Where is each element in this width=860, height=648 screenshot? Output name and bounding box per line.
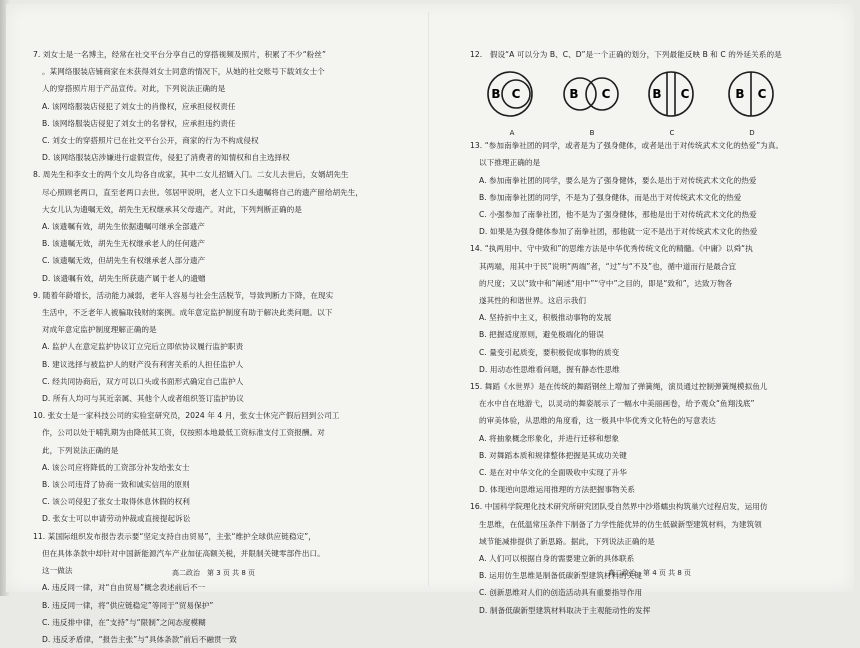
venn-diagram (560, 65, 624, 123)
question-text-line: 域节能减排提供了新思路。据此，下列说法正确的是 (479, 536, 655, 546)
answer-option: C. 该遗嘱无效，但胡先生有权继承老人部分遗产 (42, 256, 206, 266)
question-text-line: 遂其性的和谐世界。这启示我们 (479, 296, 587, 306)
page-footer-left: 高二政治 第 3 页 共 8 页 (172, 569, 256, 577)
answer-option: B. 违反同一律，将“供应链稳定”等同于“贸易保护” (42, 600, 214, 610)
venn-option-letter: C (669, 129, 675, 138)
venn-diagram (720, 65, 784, 123)
question-stem: 7. 刘女士是一名博主，经常在社交平台分享自己的穿搭视频及照片，积累了不少“粉丝” (33, 50, 326, 59)
page-footer-right: 高二政治 第 4 页 共 8 页 (608, 569, 692, 577)
venn-option-letter: D (749, 129, 755, 138)
answer-option: A. 将抽象概念形象化，并进行迁移和想象 (479, 433, 619, 443)
answer-option: D. 所有人均可与其近亲属、其他个人或者组织签订监护协议 (42, 394, 244, 404)
question-text-line: 在水中自在地游弋，以灵动的舞姿展示了一幅水中美丽画卷，给予观众“鱼翔浅底” (479, 399, 755, 409)
answer-option: D. 制备低碳新型建筑材料取决于主观能动性的发挥 (479, 605, 651, 615)
answer-option: D. 该遗嘱有效，胡先生所获遗产属于老人的遗赠 (42, 273, 206, 283)
venn-option-letter: A (509, 129, 515, 138)
circle-label-b: B (652, 87, 662, 102)
question-text-line: 生活中，不乏老年人被骗取钱财的案例。成年意定监护制度有助于解决此类问题。以下 (42, 308, 333, 318)
question-stem: 13. “参加南拳社团的同学，或者是为了强身健体，或者是出于对传统武术文化的热爱”为真。 (470, 141, 784, 151)
question-text-line: 尽心照顾老两口，直至老两口去世。邻居甲说明，老人立下口头遗嘱将自己的遗产留给胡先生， (42, 187, 364, 197)
answer-option: B. 把握适度原则，避免极端化的错误 (479, 330, 604, 340)
answer-option: C. 量变引起质变，要积极促成事物的质变 (479, 347, 620, 357)
circle-label-c: C (601, 87, 611, 102)
venn-option-b (560, 65, 624, 138)
question-text-line: 但在具体条款中却针对中国新能源汽车产业加征高额关税，并限制关键零部件出口。 (42, 548, 325, 558)
question-stem: 9. 随着年龄增长，活动能力减弱，老年人容易与社会生活脱节，导致判断力下降，在现实 (33, 290, 334, 300)
venn-option-letter: B (589, 129, 595, 138)
question-stem: 14. “执两用中、守中致和”的思维方法是中华优秀传统文化的精髓。《中庸》以舜“执 (470, 244, 753, 254)
question-text-line: 对成年意定监护制度理解正确的是 (42, 325, 157, 335)
answer-option: C. 违反排中律，在“支持”与“限制”之间态度模糊 (42, 617, 206, 627)
answer-option: D. 用动态性思维看问题，握有静态性思维 (479, 364, 620, 374)
answer-option: D. 体现逆向思维运用推理的方法把握事物关系 (479, 485, 636, 495)
answer-option: B. 对舞蹈本质和规律整体把握是其成功关键 (479, 450, 627, 460)
circle-label-b: B (569, 87, 579, 102)
circle-label-b: B (735, 87, 745, 102)
venn-option-d (720, 65, 784, 138)
answer-option: D. 张女士可以申请劳动仲裁或直接提起诉讼 (42, 514, 191, 524)
answer-option: B. 运用仿生思维是制备低碳新型建筑材料的关键 (479, 571, 643, 581)
question-text-line: 。某网络服装店铺商家在未获得刘女士同意的情况下，从她的社交账号下载刘女士个 (42, 67, 325, 77)
venn-diagram (480, 65, 544, 123)
question-stem: 16. 中国科学院理化技术研究所研究团队受自然界中沙塔蠕虫构筑巢穴过程启发，运用仿 (470, 502, 768, 512)
answer-option: A. 该公司应将降低的工资部分补发给张女士 (42, 462, 190, 472)
question-stem: 10. 张女士是一家科技公司的实验室研究员，2024 年 4 月，张女士休完产假后回到公司工 (33, 411, 340, 421)
venn-diagram (640, 65, 704, 123)
question-text-line: 其两端，用其中于民”说明“两端”者，“过”与“不及”也，循中道而行是最合宜 (479, 261, 737, 271)
question-text-line: 人的穿搭照片用于产品宣传。对此，下列说法正确的是 (42, 84, 226, 94)
right-page-column (470, 46, 842, 619)
question-text-line: 以下推理正确的是 (479, 158, 541, 168)
question-text-line: 大女儿认为遗嘱无效，胡先生无权继承其父母遗产。对此，下列判断正确的是 (42, 204, 302, 214)
answer-option: B. 该公司违背了协商一致和诚实信用的原则 (42, 480, 190, 490)
circle-label-b: B (491, 87, 501, 102)
question-text-line: 的尺度；又以“致中和”阐述“用中”“守中”之目的，即是“致和”，达致万物各 (479, 278, 733, 288)
question-text-line: 这一做法 (42, 566, 73, 576)
answer-option: A. 坚持折中主义，积极推动事物的发展 (479, 313, 612, 323)
answer-option: B. 该网络服装店侵犯了刘女士的名誉权，应承担违约责任 (42, 118, 236, 128)
answer-option: B. 该遗嘱无效，胡先生无权继承老人的任何遗产 (42, 239, 206, 249)
answer-option: C. 经共同协商后，双方可以口头或书面形式确定自己监护人 (42, 376, 244, 386)
question-stem: 15. 舞蹈《水世界》是在传统的舞蹈钢丝上增加了弹簧绳，演员通过控制弹簧绳模拟鱼儿 (470, 382, 768, 392)
left-page-column (33, 46, 423, 648)
answer-option: C. 该公司侵犯了张女士取得休息休假的权利 (42, 497, 190, 507)
circle-label-c: C (757, 87, 767, 102)
venn-option-c (640, 65, 704, 138)
answer-option: A. 人们可以根据自身的需要建立新的具体联系 (479, 554, 635, 564)
answer-option: A. 该遗嘱有效，胡先生依据遗嘱可继承全部遗产 (42, 222, 205, 232)
page-fold (428, 12, 429, 586)
answer-option: B. 参加南拳社团的同学，不是为了强身健体，而是出于对传统武术文化的热爱 (479, 192, 742, 202)
venn-option-a (480, 65, 544, 138)
answer-option: C. 创新思维对人们的创造活动具有重要指导作用 (479, 588, 643, 598)
answer-option: D. 该网络服装店涉嫌进行虚假宣传，侵犯了消费者的知情权和自主选择权 (42, 153, 290, 163)
answer-option: B. 建议选择与被监护人的财产没有利害关系的人担任监护人 (42, 359, 244, 369)
answer-option: A. 违反同一律，对“自由贸易”概念表述前后不一 (42, 583, 206, 593)
answer-option: A. 监护人在意定监护协议订立完后立即依协议履行监护职责 (42, 342, 244, 352)
q12-stem: 12. 假设“A 可以分为 B、C、D”是一个正确的划分，下列最能反映 B 和 C 的外延关系的是 (470, 50, 782, 59)
circle-label-c: C (680, 87, 690, 102)
question-text-line: 的审美体验，从思维的角度看，这一极具中华优秀文化特色的写意表达 (479, 416, 716, 426)
answer-option: C. 是在对中华文化的全面吸收中实现了升华 (479, 468, 627, 478)
question-text-line: 作，公司以处于哺乳期为由降低其工资，仅按照本地最低工资标准支付工资报酬。对 (42, 428, 325, 438)
answer-option: A. 该网络服装店侵犯了刘女士的肖像权，应承担侵权责任 (42, 101, 236, 111)
circle-label-c: C (511, 87, 521, 102)
question-stem: 8. 周先生和李女士的两个女儿均各自成家，其中二女儿招婿入门。二女儿去世后，女婿胡先生 (33, 170, 349, 180)
answer-option: D. 如果是为强身健体参加了南拳社团，那他就一定不是出于对传统武术文化的热爱 (479, 227, 758, 237)
q12-venn-options (470, 65, 842, 137)
question-stem: 11. 某国际组织发布报告表示要“坚定支持自由贸易”，主张“维护全球供应链稳定”， (33, 531, 316, 541)
answer-option: C. 小强参加了南拳社团，他不是为了强身健体，那他是出于对传统武术文化的热爱 (479, 210, 757, 220)
answer-option: D. 违反矛盾律，“报告主张”与“具体条款”前后不融贯一致 (42, 634, 237, 644)
question-text-line: 此，下列说法正确的是 (42, 445, 119, 455)
question-text-line: 生思维，在低温常压条件下制备了力学性能优异的仿生低碳新型建筑材料，为建筑领 (479, 519, 762, 529)
answer-option: C. 刘女士的穿搭照片已在社交平台公开，商家的行为不构成侵权 (42, 136, 259, 146)
answer-option: A. 参加南拳社团的同学，要么是为了强身健体，要么是出于对传统武术文化的热爱 (479, 175, 757, 185)
